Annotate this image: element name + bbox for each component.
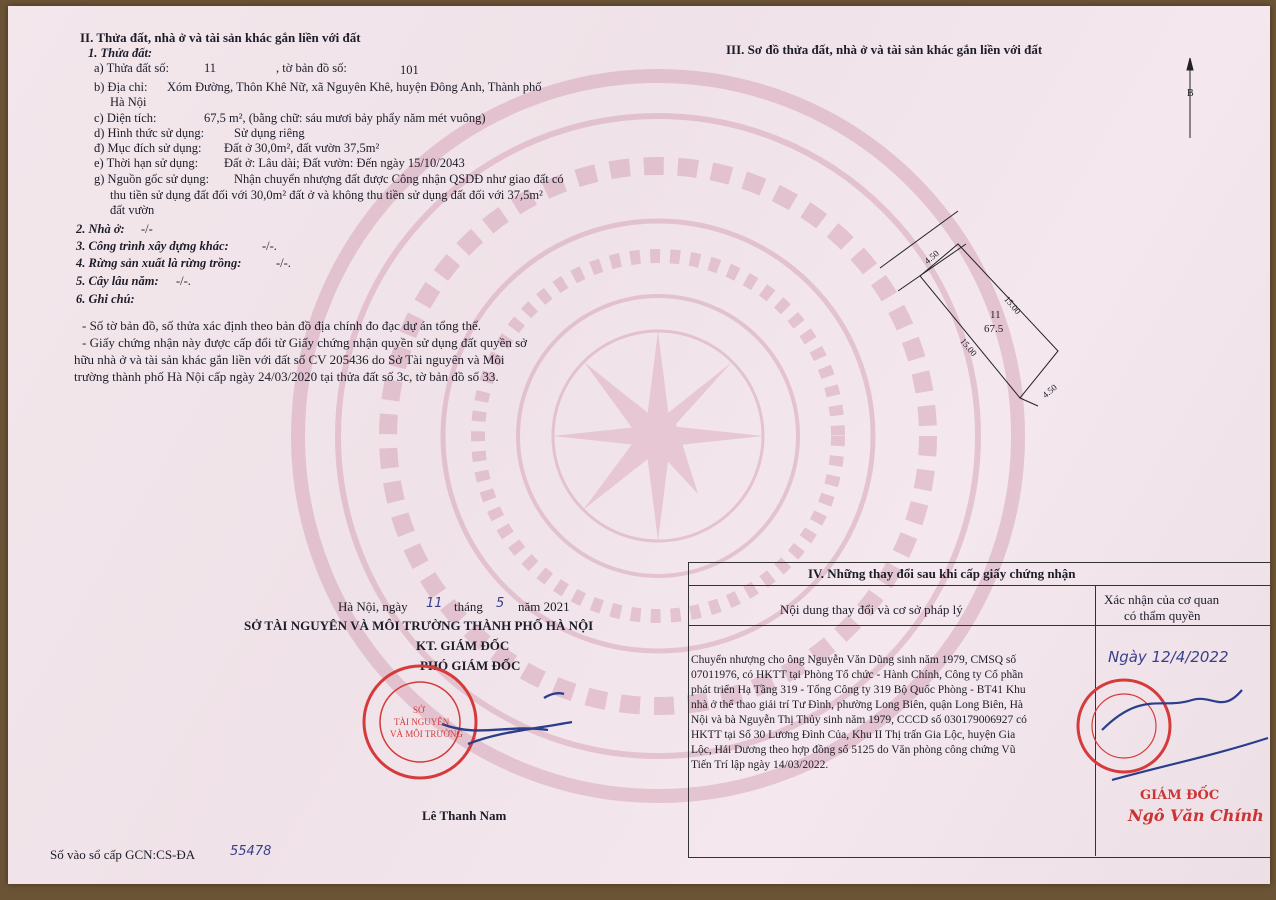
change-line-2: 07011976, có HKTT tại Phòng Tổ chức - Hành Chính, Công ty Cổ phần: [691, 669, 1024, 681]
usage-purpose-value: Đất ở 30,0m², đất vườn 37,5m²: [224, 141, 380, 155]
kt-director: KT. GIÁM ĐỐC: [416, 638, 510, 653]
confirm-column-header-1: Xác nhận của cơ quan: [1104, 592, 1220, 607]
house-heading: 2. Nhà ở:: [76, 222, 125, 236]
north-indicator: B: [1187, 88, 1194, 99]
confirm-column-header-2: có thẩm quyền: [1124, 608, 1201, 623]
dim-left: 15.00: [958, 336, 979, 359]
address-value-1: Xóm Đường, Thôn Khê Nữ, xã Nguyên Khê, huyện Đông Anh, Thành phố: [167, 80, 542, 94]
signer-name: Lê Thanh Nam: [422, 808, 507, 823]
issue-date-prefix: Hà Nội, ngày: [338, 599, 408, 614]
registry-label: Số vào sổ cấp GCN:CS-ĐA: [50, 847, 196, 862]
perennial-heading: 5. Cây lâu năm:: [76, 274, 159, 288]
change-line-5: Nội và bà Nguyễn Thị Thủy sinh năm 1979, CCCD số 030179006927 có: [691, 714, 1027, 726]
address-value-2: Hà Nội: [110, 95, 147, 109]
parcel-number-label: a) Thửa đất số:: [94, 61, 169, 75]
issuing-agency: SỞ TÀI NGUYÊN VÀ MÔI TRƯỜNG THÀNH PHỐ HÀ NỘI: [244, 618, 594, 633]
issue-month-label: tháng: [454, 599, 483, 614]
dim-right: 15.00: [1002, 294, 1023, 317]
origin-label: g) Nguồn gốc sử dụng:: [94, 172, 210, 186]
seal-text-1: SỞ: [413, 705, 425, 715]
dim-bottom: 4.50: [1040, 382, 1059, 401]
seal-text-2: TÀI NGUYÊN: [394, 717, 450, 727]
section-2-title: II. Thửa đất, nhà ở và tài sản khác gắn liền với đất: [80, 30, 361, 45]
map-sheet-value: 101: [400, 63, 419, 77]
certificate-page: [8, 6, 1270, 884]
parcel-number-value: 11: [204, 61, 217, 75]
address-label: b) Địa chỉ:: [94, 80, 148, 94]
change-line-1: Chuyển nhượng cho ông Nguyễn Văn Dũng sinh năm 1979, CMSQ số: [691, 654, 1017, 666]
director-name: Ngô Văn Chính: [1128, 806, 1264, 825]
note-2-line-1: - Giấy chứng nhận này được cấp đổi từ Giấy chứng nhận quyền sử dụng đất quyền sở: [82, 335, 528, 350]
change-line-3: phát triển Hạ Tầng 319 - Tổng Công ty 319 Bộ Quốc Phòng - BT41 Khu: [691, 684, 1026, 696]
house-value: -/-: [141, 222, 153, 236]
perennial-value: -/-.: [176, 274, 191, 288]
origin-value-1: Nhận chuyển nhượng đất được Công nhận QSDĐ như giao đất có: [234, 172, 564, 186]
forest-heading: 4. Rừng sản xuất là rừng trồng:: [76, 256, 242, 270]
change-line-4: nhà ở thể thao giải trí Tư Đình, phường Long Biên, quận Long Biên, Hà: [691, 699, 1023, 711]
changes-column-header: Nội dung thay đổi và cơ sở pháp lý: [780, 602, 963, 617]
registry-value: 55478: [230, 844, 272, 859]
director-seal: [1072, 670, 1270, 790]
other-works-value: -/-.: [262, 239, 277, 253]
confirm-date: Ngày 12/4/2022: [1108, 648, 1229, 666]
usage-term-label: e) Thời hạn sử dụng:: [94, 156, 199, 170]
note-1: - Số tờ bản đồ, số thửa xác định theo bản đồ địa chính đo đạc dự án tổng thể.: [82, 318, 481, 333]
area-label: c) Diện tích:: [94, 111, 157, 125]
map-sheet-label: , tờ bản đồ số:: [276, 61, 347, 75]
usage-form-label: d) Hình thức sử dụng:: [94, 126, 205, 140]
origin-value-3: đất vườn: [110, 203, 155, 217]
usage-term-value: Đất ở: Lâu dài; Đất vườn: Đến ngày 15/10/2043: [224, 156, 465, 170]
section-3-title: III. Sơ đồ thửa đất, nhà ở và tài sản khác gắn liền với đất: [726, 42, 1043, 57]
notes-heading: 6. Ghi chú:: [76, 292, 135, 306]
issue-year: năm 2021: [518, 599, 570, 614]
usage-purpose-label: đ) Mục đích sử dụng:: [94, 141, 202, 155]
forest-value: -/-.: [276, 256, 291, 270]
note-2-line-2: hữu nhà ở và tài sản khác gắn liền với đất số CV 205436 do Sở Tài nguyên và Môi: [74, 352, 505, 367]
section-4-title: IV. Những thay đổi sau khi cấp giấy chứng nhận: [808, 566, 1076, 581]
change-line-7: Lộc, Hải Dương theo hợp đồng số 5125 do Văn phòng công chứng Vũ: [691, 744, 1016, 756]
change-line-6: HKTT tại Số 30 Lương Đình Của, Khu II Thị trấn Gia Lộc, huyện Gia: [691, 729, 1016, 741]
origin-value-2: thu tiền sử dụng đất đối với 30,0m² đất ở và không thu tiền sử dụng đất đối với 37,5m²: [110, 188, 543, 202]
deputy-director: PHÓ GIÁM ĐỐC: [420, 658, 521, 673]
parcel-label-number: 11: [990, 309, 1001, 321]
change-line-8: Tiến Trí lập ngày 14/03/2022.: [691, 759, 829, 771]
land-heading: 1. Thửa đất:: [88, 46, 153, 60]
note-2-line-3: trường thành phố Hà Nội cấp ngày 24/03/2020 tại thửa đất số 3c, tờ bản đồ số 33.: [74, 369, 499, 384]
other-works-heading: 3. Công trình xây dựng khác:: [76, 239, 229, 253]
dim-top: 4.50: [922, 248, 941, 267]
usage-form-value: Sử dụng riêng: [234, 126, 305, 140]
seal-text-3: VÀ MÔI TRƯỜNG: [390, 729, 463, 739]
issue-month: 5: [496, 596, 505, 611]
parcel-label-area: 67.5: [984, 323, 1004, 335]
director-title: GIÁM ĐỐC: [1140, 788, 1220, 803]
issue-day: 11: [426, 596, 443, 611]
area-value: 67,5 m², (bằng chữ: sáu mươi bảy phẩy năm mét vuông): [204, 111, 486, 125]
